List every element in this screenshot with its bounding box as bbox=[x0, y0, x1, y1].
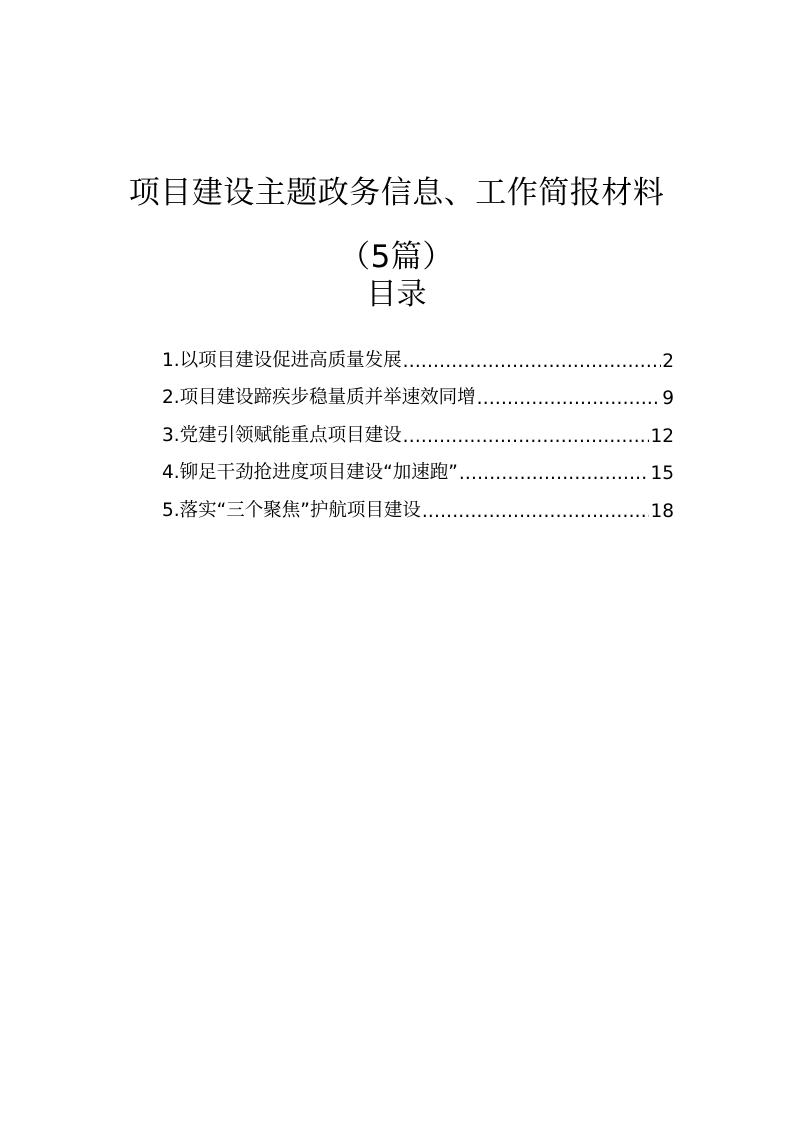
toc-entry-label: 2.项目建设蹄疾步稳量质并举速效同增 bbox=[162, 387, 476, 408]
toc-entry-label: 1.以项目建设促进高质量发展 bbox=[162, 349, 402, 371]
toc-dot-leader bbox=[403, 351, 662, 372]
toc-entry[interactable] bbox=[162, 484, 674, 522]
document-title: 项目建设主题政务信息、工作简报材料（5篇） bbox=[128, 174, 665, 275]
toc-dot-leader bbox=[422, 501, 650, 522]
toc-entry-page: 15 bbox=[650, 463, 674, 484]
toc-entry[interactable] bbox=[162, 447, 674, 485]
table-of-contents bbox=[162, 334, 674, 522]
toc-entry-page: 2 bbox=[662, 350, 674, 372]
toc-entry-label: 5.落实“三个聚焦”护航项目建设 bbox=[162, 499, 421, 521]
toc-dot-leader bbox=[403, 426, 650, 447]
toc-entry-page: 18 bbox=[650, 500, 674, 522]
toc-entry-label: 4.铆足干劲抢进度项目建设“加速跑” bbox=[162, 462, 458, 483]
toc-entry-page: 9 bbox=[662, 388, 674, 409]
toc-entry[interactable] bbox=[162, 409, 674, 447]
toc-heading: 目录 bbox=[366, 277, 427, 312]
toc-entry-label: 3.党建引领赋能重点项目建设 bbox=[162, 424, 402, 446]
toc-entry[interactable] bbox=[162, 372, 674, 410]
toc-entry-page: 12 bbox=[650, 425, 674, 447]
toc-entry[interactable] bbox=[162, 334, 674, 372]
toc-dot-leader bbox=[477, 388, 662, 409]
toc-dot-leader bbox=[459, 463, 650, 484]
